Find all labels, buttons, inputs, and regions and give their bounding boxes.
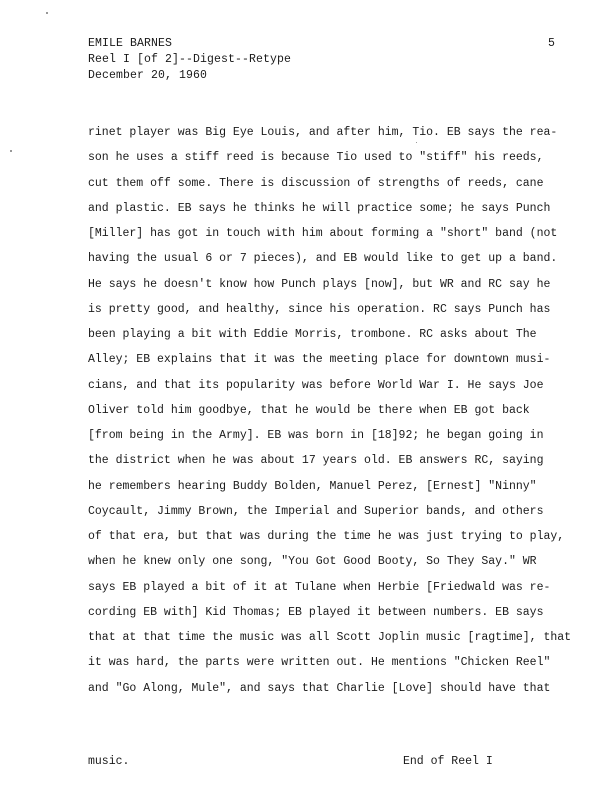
text-line: is pretty good, and healthy, since his operation. RC says Punch has — [88, 302, 551, 316]
scan-speck — [10, 150, 12, 152]
text-line: and plastic. EB says he thinks he will practice some; he says Punch — [88, 201, 551, 215]
text-line: cording EB with] Kid Thomas; EB played it between numbers. EB says — [88, 605, 544, 619]
text-line: that at that time the music was all Scott Joplin music [ragtime], that — [88, 631, 572, 644]
document-header — [88, 36, 291, 84]
text-line: [Miller] has got in touch with him about forming a "short" band (not — [88, 227, 558, 240]
page-number: 5 — [548, 37, 555, 50]
text-line: of that era, but that was during the time he was just trying to play, — [88, 530, 565, 543]
end-of-reel-marker: End of Reel I — [403, 755, 493, 768]
closing-row — [88, 752, 598, 772]
interviewee-name: EMILE BARNES — [88, 37, 173, 50]
text-line: when he knew only one song, "You Got Good Booty, So They Say." WR — [88, 555, 537, 569]
scan-speck — [46, 12, 48, 14]
text-line: cut them off some. There is discussion of strengths of reeds, cane — [88, 176, 544, 190]
text-line: son he uses a stiff reed is because Tio used to "stiff" his reeds, — [88, 151, 544, 165]
text-line: Coycault, Jimmy Brown, the Imperial and Superior bands, and others — [88, 504, 544, 518]
text-line: Oliver told him goodbye, that he would be there when EB got back — [88, 403, 530, 417]
text-line: he remembers hearing Buddy Bolden, Manuel Perez, [Ernest] "Ninny" — [88, 479, 537, 493]
text-line: [from being in the Army]. EB was born in [18]92; he began going in — [88, 429, 544, 442]
text-line: rinet player was Big Eye Louis, and after him, Tio. EB says the rea- — [88, 126, 558, 139]
text-line: having the usual 6 or 7 pieces), and EB would like to get up a band. — [88, 252, 558, 266]
text-line: says EB played a bit of it at Tulane when Herbie [Friedwald was re- — [88, 580, 551, 594]
interview-date: December 20, 1960 — [88, 69, 208, 82]
text-line: and "Go Along, Mule", and says that Charlie [Love] should have that — [88, 681, 551, 695]
text-line: He says he doesn't know how Punch plays [now], but WR and RC say he — [88, 277, 551, 291]
reel-designation: Reel I [of 2]--Digest--Retype — [88, 53, 292, 66]
text-line: the district when he was about 17 years old. EB answers RC, saying — [88, 454, 544, 468]
text-line: Alley; EB explains that it was the meeting place for downtown musi- — [88, 353, 551, 367]
text-line: been playing a bit with Eddie Morris, trombone. RC asks about The — [88, 328, 537, 341]
text-line: it was hard, the parts were written out. He mentions "Chicken Reel" — [88, 656, 551, 670]
last-line-text: music. — [88, 755, 130, 768]
text-line: cians, and that its popularity was before World War I. He says Joe — [88, 378, 544, 392]
transcript-body — [88, 120, 598, 701]
